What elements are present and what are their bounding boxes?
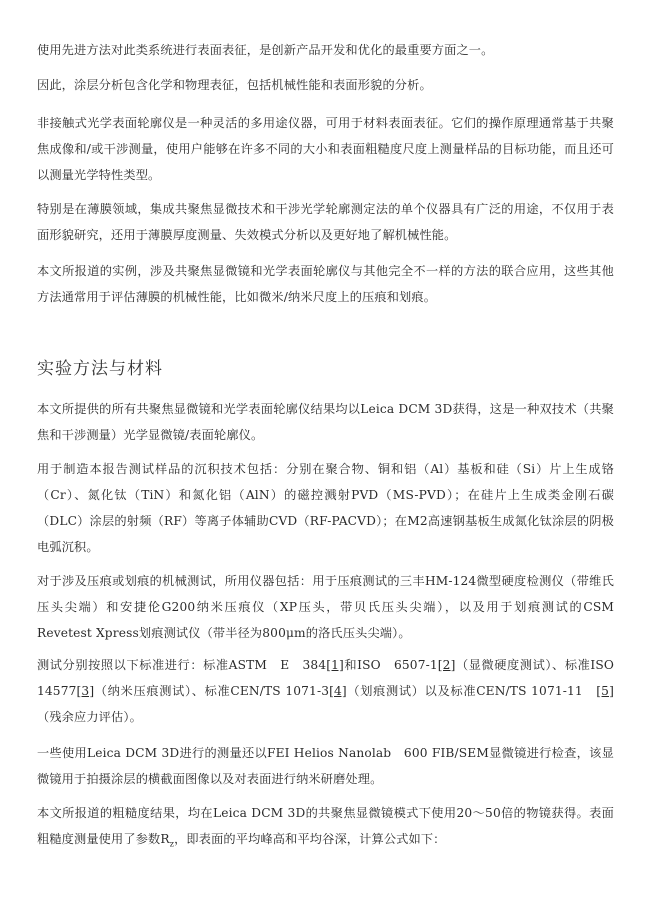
reference-link-2[interactable]: [2] <box>437 658 456 672</box>
reference-link-4[interactable]: [4] <box>329 684 347 698</box>
paragraph-standards <box>37 652 627 730</box>
paragraph-intro-2: 因此，涂层分析包含化学和物理表征，包括机械性能和表面形貌的分析。 <box>37 78 432 92</box>
standards-text-6: （残余应力评估）。 <box>37 710 142 724</box>
paragraph-intro-1: 使用先进方法对此类系统进行表面表征，是创新产品开发和优化的最重要方面之一。 <box>37 43 494 57</box>
standards-text-2: 和ISO 6507-1 <box>343 658 438 672</box>
standards-text-1: 测试分别按照以下标准进行：标准ASTM E 384 <box>37 658 327 672</box>
reference-link-3[interactable]: [3] <box>76 684 95 698</box>
paragraph-roughness <box>37 800 614 857</box>
paragraph-mechanical-tests: 对于涉及压痕或划痕的机械测试，所用仪器包括：用于压痕测试的三丰HM-124微型硬度检测仪（带维氏压头尖端）和安捷伦G200纳米压痕仪（XP压头，带贝氏压头尖端），以及用于划痕测试的CSM Revetest Xpress划痕测试仪（带半径为800μm的洛氏压头尖端）。 <box>37 574 614 640</box>
paragraph-examples: 本文所报道的实例，涉及共聚焦显微镜和光学表面轮廓仪与其他完全不一样的方法的联合应用，这些其他方法通常用于评估薄膜的机械性能，比如微米/纳米尺度上的压痕和划痕。 <box>37 264 614 304</box>
roughness-text-2: ，即表面的平均峰高和平均谷深，计算公式如下： <box>174 832 446 846</box>
reference-link-1[interactable]: [1] <box>326 658 344 672</box>
paragraph-fib-sem: 一些使用Leica DCM 3D进行的测量还以FEI Helios Nanolab 600 FIB/SEM显微镜进行检查，该显微镜用于拍摄涂层的横截面图像以及对表面进行纳米研磨处理。 <box>37 746 614 786</box>
section-title: 实验方法与材料 <box>37 359 163 379</box>
paragraph-profilometer: 非接触式光学表面轮廓仪是一种灵活的多用途仪器，可用于材料表面表征。它们的操作原理通常基于共聚焦成像和/或干涉测量，使用户能够在许多不同的大小和表面粗糙度尺度上测量样品的目标功能，而且还可以测量光学特性类型。 <box>37 116 614 182</box>
paragraph-deposition: 用于制造本报告测试样品的沉积技术包括：分别在聚合物、铜和铝（Al）基板和硅（Si）片上生成铬（Cr）、氮化钛（TiN）和氮化铝（AlN）的磁控溅射PVD（MS-PVD）；在硅片上生成类金刚石碳（DLC）涂层的射频（RF）等离子体辅助CVD（RF-PACVD）；在M2高速钢基板生成氮化钛涂层的阴极电弧沉积。 <box>37 462 614 554</box>
standards-text-3: （显微硬度测试）、标准ISO 14577 <box>37 658 627 698</box>
reference-link-5[interactable]: [5] <box>596 684 614 698</box>
standards-text-4: （纳米压痕测试）、标准CEN/TS 1071-3 <box>94 684 330 698</box>
roughness-text-1: 本文所报道的粗糙度结果，均在Leica DCM 3D的共聚焦显微镜模式下使用20～50倍的物镜获得。表面粗糙度测量使用了参数R <box>37 806 614 846</box>
standards-text-5: （划痕测试）以及标准CEN/TS 1071-11 <box>346 684 597 698</box>
roughness-parameter-subscript: z <box>169 839 175 849</box>
paragraph-instruments: 本文所提供的所有共聚焦显微镜和光学表面轮廓仪结果均以Leica DCM 3D获得，这是一种双技术（共聚焦和干涉测量）光学显微镜/表面轮廓仪。 <box>37 402 614 442</box>
paragraph-thin-films: 特别是在薄膜领域，集成共聚焦显微技术和干涉光学轮廓测定法的单个仪器具有广泛的用途，不仅用于表面形貌研究，还用于薄膜厚度测量、失效模式分析以及更好地了解机械性能。 <box>37 202 614 242</box>
